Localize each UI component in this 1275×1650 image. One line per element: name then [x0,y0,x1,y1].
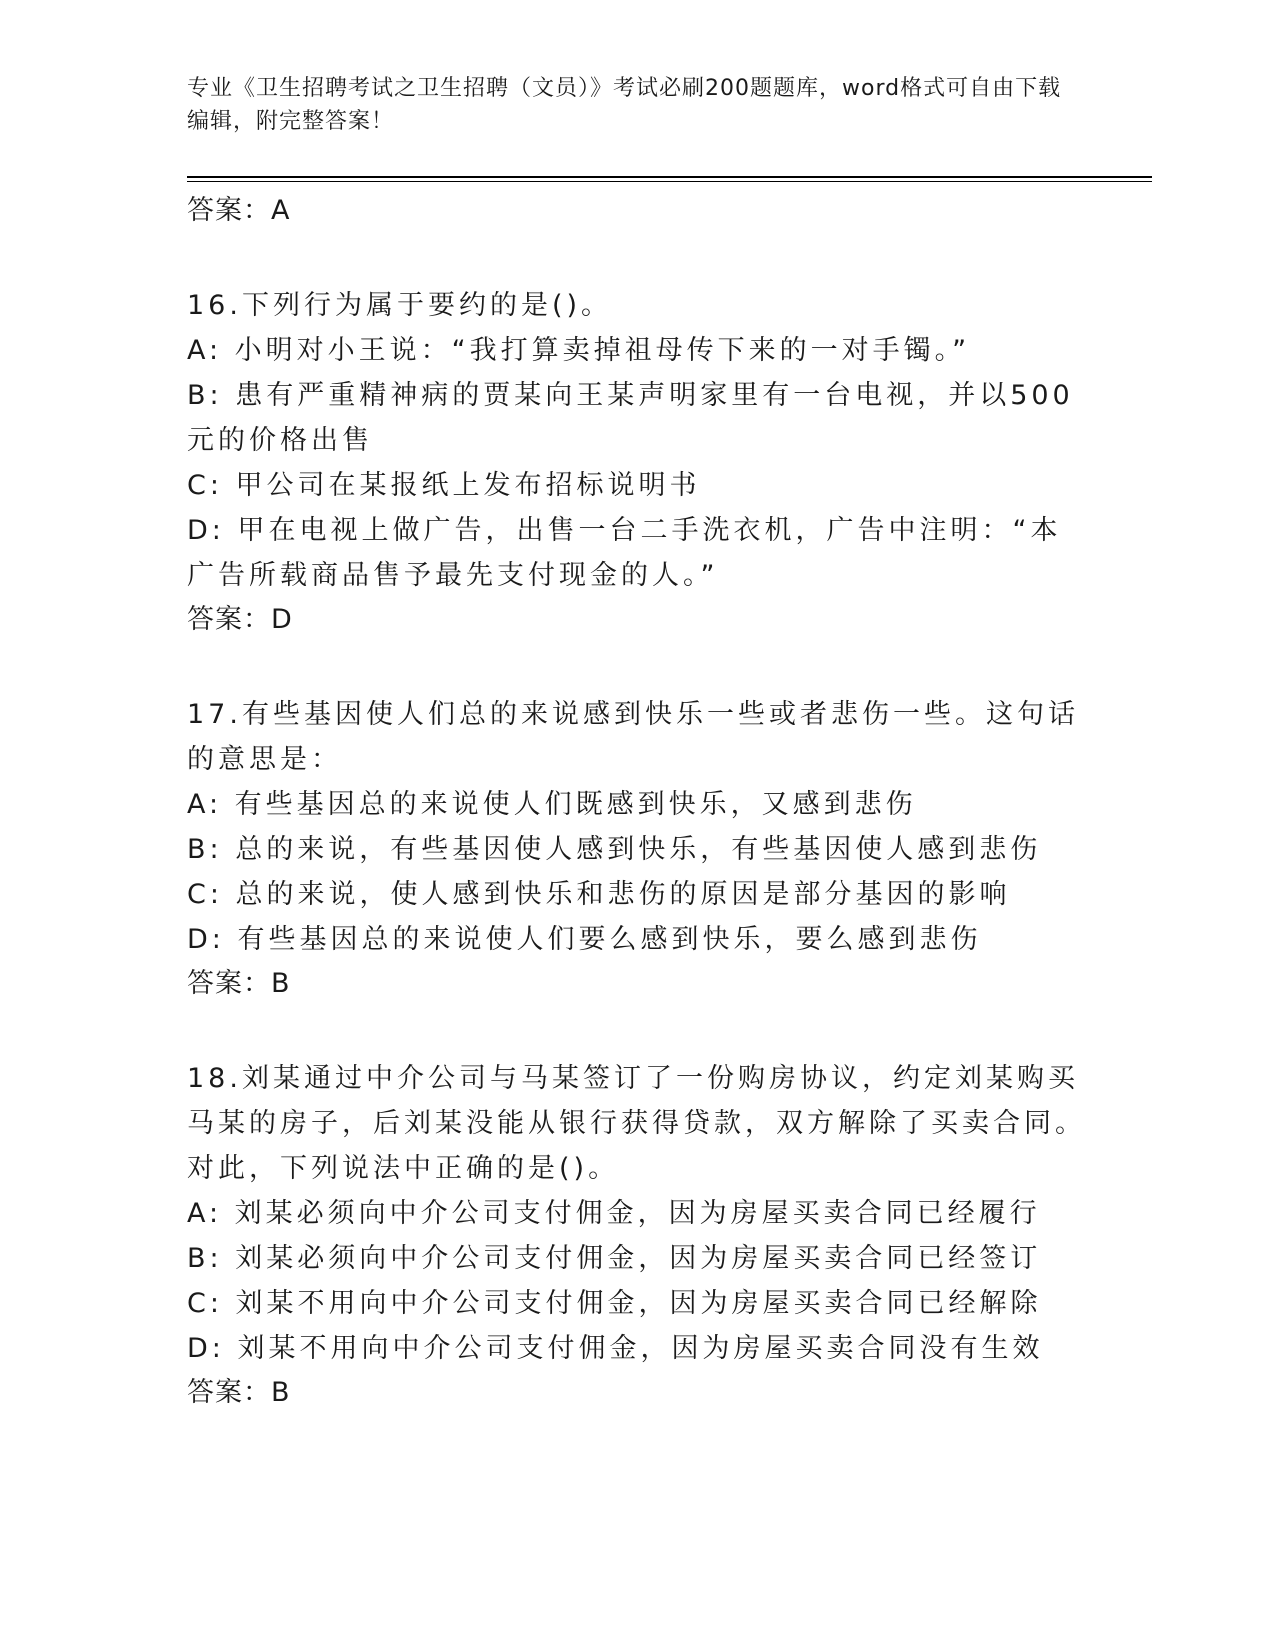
question-16 [187,283,1087,642]
option-d: D: 有些基因总的来说使人们要么感到快乐，要么感到悲伤 [187,924,982,955]
header-rule-thick [187,176,1152,178]
question-stem: 17.有些基因使人们总的来说感到快乐一些或者悲伤一些。这句话的意思是： [187,699,1079,775]
option-c: C: 刘某不用向中介公司支付佣金，因为房屋买卖合同已经解除 [187,1288,1042,1319]
option-a: A: 有些基因总的来说使人们既感到快乐，又感到悲伤 [187,789,917,820]
option-d: D: 甲在电视上做广告，出售一台二手洗衣机，广告中注明：“本广告所载商品售予最先支付现金的人。” [187,515,1062,591]
option-c: C: 总的来说，使人感到快乐和悲伤的原因是部分基因的影响 [187,879,1011,910]
option-d: D: 刘某不用向中介公司支付佣金，因为房屋买卖合同没有生效 [187,1333,1044,1364]
answer-line: 答案：B [187,968,291,999]
answer-line: 答案：B [187,1377,291,1408]
header-rule-thin [187,181,1152,182]
question-18 [187,1056,1087,1415]
page-header: 专业《卫生招聘考试之卫生招聘（文员）》考试必刷200题题库，word格式可自由下载编辑，附完整答案！ [187,76,1062,134]
document-body [187,185,1087,1415]
option-b: B: 患有严重精神病的贾某向王某声明家里有一台电视，并以500元的价格出售 [187,380,1074,456]
option-b: B: 总的来说，有些基因使人感到快乐，有些基因使人感到悲伤 [187,834,1042,865]
answer-line: 答案：D [187,604,293,635]
answer-line: 答案：A [187,195,291,226]
option-c: C: 甲公司在某报纸上发布招标说明书 [187,470,701,501]
question-stem: 18.刘某通过中介公司与马某签订了一份购房协议，约定刘某购买马某的房子，后刘某没能从银行获得贷款，双方解除了买卖合同。对此，下列说法中正确的是()。 [187,1063,1086,1184]
option-a: A: 刘某必须向中介公司支付佣金，因为房屋买卖合同已经履行 [187,1198,1041,1229]
option-a: A: 小明对小王说：“我打算卖掉祖母传下来的一对手镯。” [187,335,971,366]
question-17 [187,692,1087,1006]
option-b: B: 刘某必须向中介公司支付佣金，因为房屋买卖合同已经签订 [187,1243,1042,1274]
question-stem: 16.下列行为属于要约的是()。 [187,290,613,321]
